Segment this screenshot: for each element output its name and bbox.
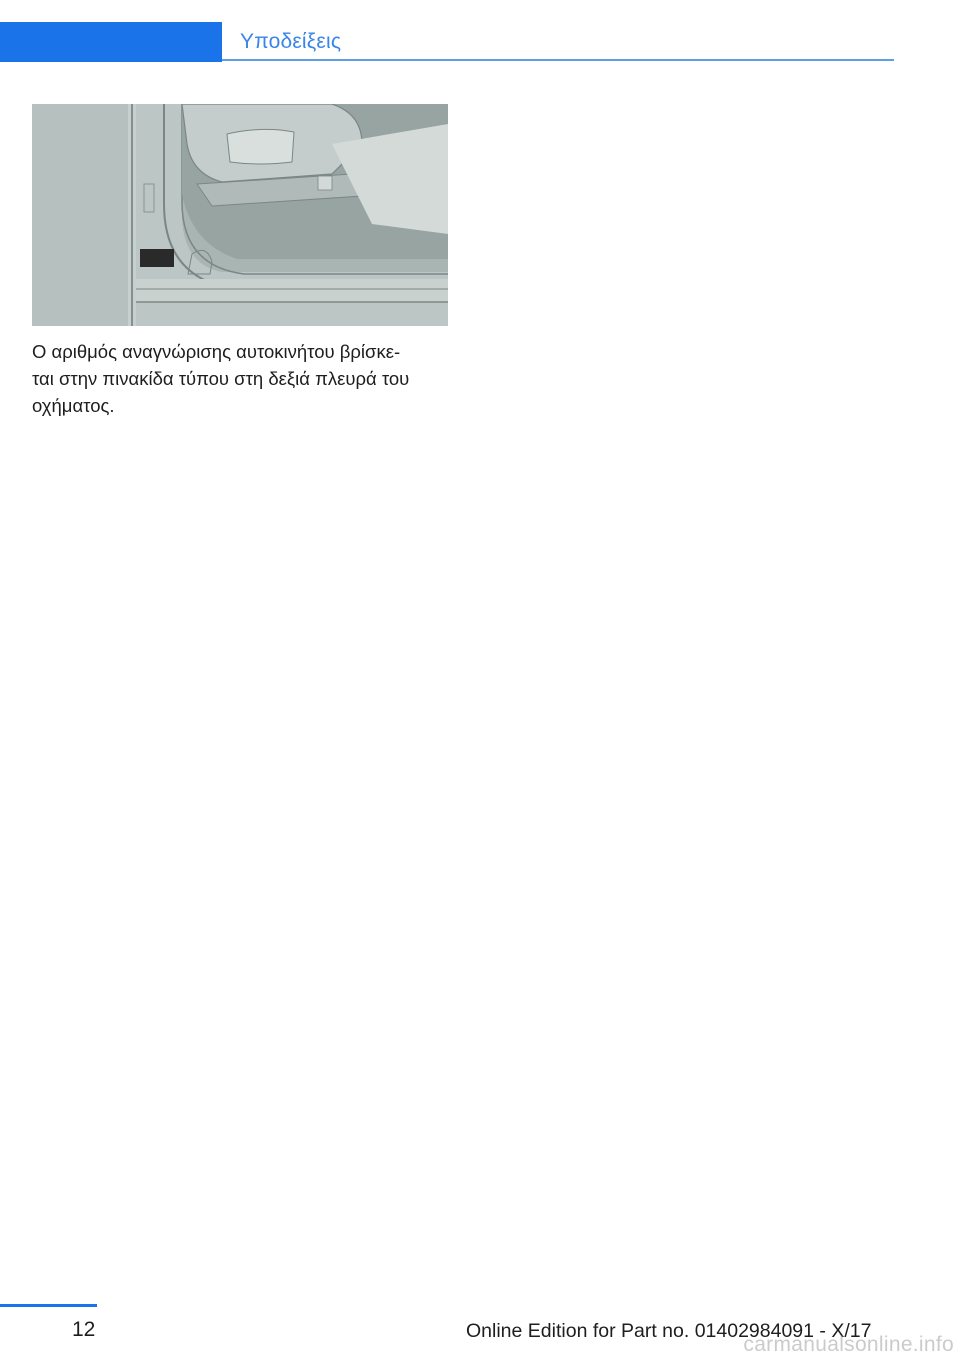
body-line: ται στην πινακίδα τύπου στη δεξιά πλευρά του <box>32 368 410 389</box>
body-paragraph <box>32 338 452 419</box>
body-line: οχήματος. <box>32 395 115 416</box>
door-sill-illustration <box>32 104 448 326</box>
page-section-title: Υποδείξεις <box>240 30 342 53</box>
page-number: 12 <box>72 1318 96 1341</box>
type-plate-location-icon <box>32 104 448 326</box>
footer-accent-rule <box>0 1304 97 1307</box>
body-line: Ο αριθμός αναγνώρισης αυτοκινήτου βρίσκε‐ <box>32 341 401 362</box>
watermark: carmanualsonline.info <box>743 1333 954 1356</box>
header-accent-block <box>0 22 222 62</box>
header-divider <box>222 59 894 61</box>
edition-info: Online Edition for Part no. 01402984091 - X/17 <box>466 1320 872 1342</box>
